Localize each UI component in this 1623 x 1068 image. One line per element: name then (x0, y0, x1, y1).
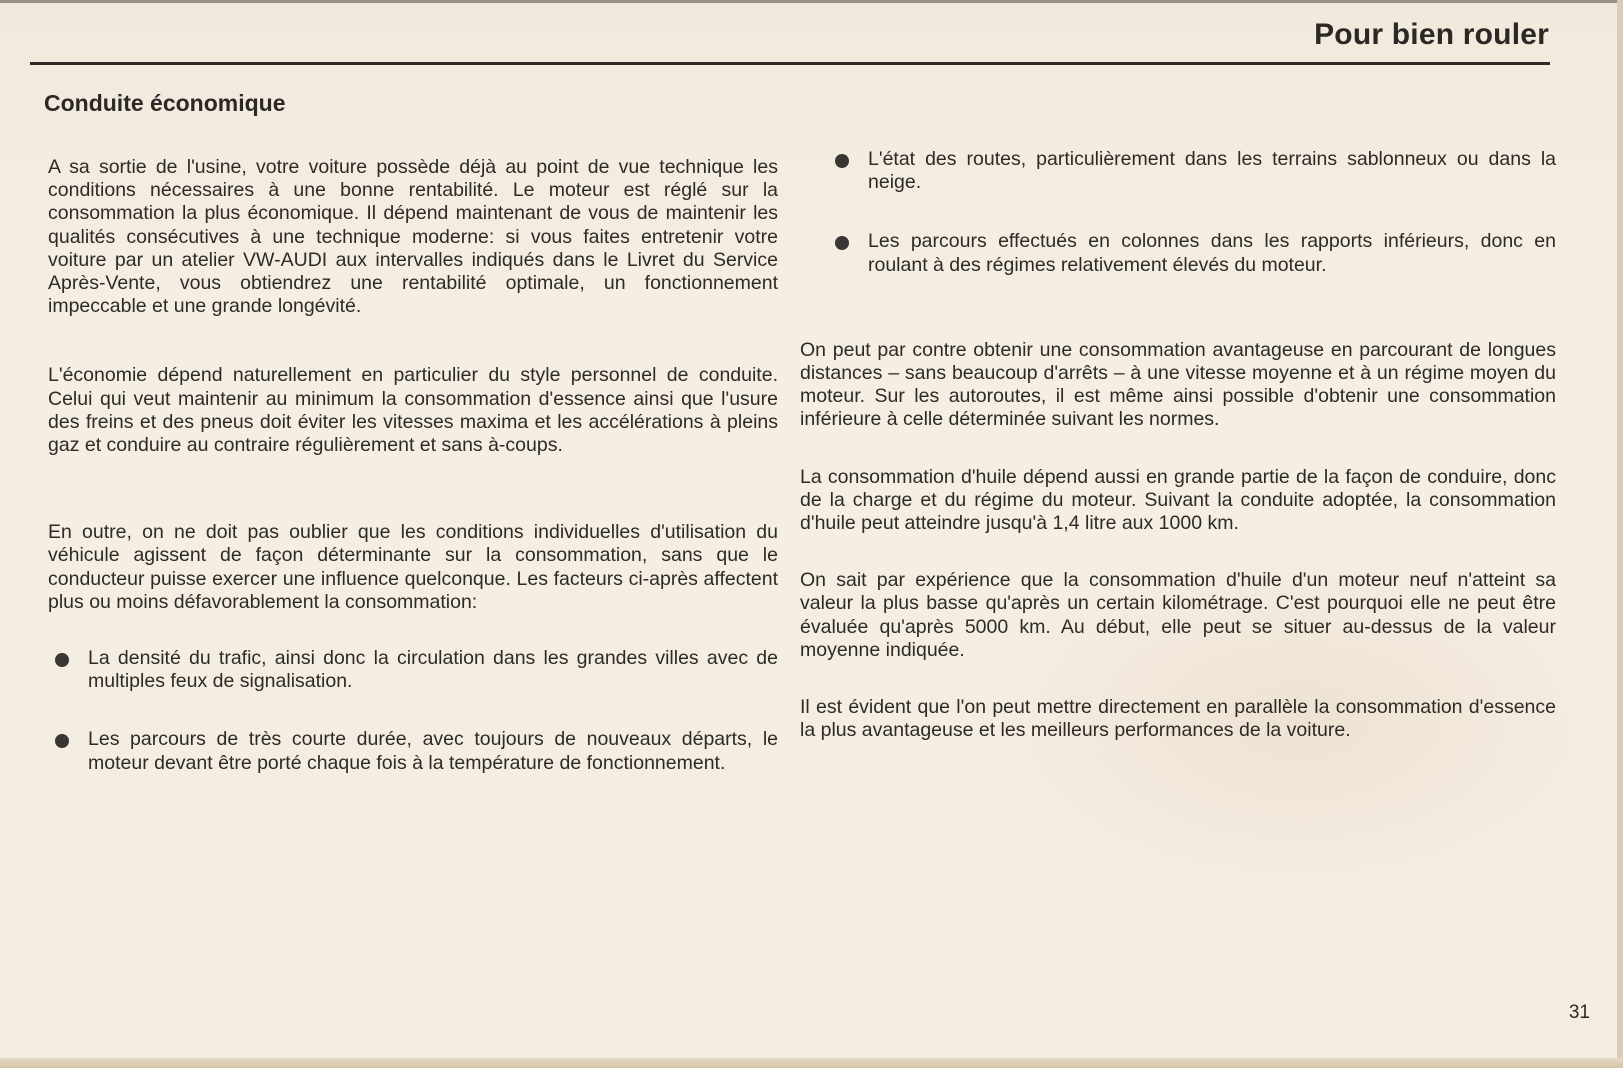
bullet-item-traffic (48, 647, 778, 693)
paragraph-intro: A sa sortie de l'usine, votre voiture possède déjà au point de vue technique les conditions nécessaires à une bonne rentabilité. Le moteur est réglé sur la consommation la plus économique. Il dépend maintenant de vous de maintenir les qualités consécutives à une technique moderne: si vous faites entretenir votre voiture par un atelier VW-AUDI aux intervalles indiqués dans le Livret du Service Après-Vente, vous obtiendrez une rentabilité optimale, un fonctionnement impeccable et une grande longévité. (48, 156, 778, 318)
bullet-dot-icon (55, 734, 69, 748)
running-header-title: Pour bien rouler (1314, 18, 1549, 51)
paragraph-oil-consumption: La consommation d'huile dépend aussi en grande partie de la façon de conduire, donc de la charge et du régime du moteur. Suivant la conduite adoptée, la consommation d'huile peut atteindre jusqu'à 1,4 litre aux 1000 km. (800, 465, 1556, 535)
paragraph-conditions: En outre, on ne doit pas oublier que les conditions individuelles d'utilisation du véhicule agissent de façon déterminante sur la consommation, sans que le conducteur puisse exercer une influence quelconque. Les facteurs ci-après affectent plus ou moins défavorablement la consommation: (48, 521, 778, 613)
bullet-dot-icon (835, 236, 849, 250)
header-rule (30, 62, 1550, 65)
paragraph-performance: Il est évident que l'on peut mettre directement en parallèle la consommation d'essence la plus avantageuse et les meilleurs performances de la voiture. (800, 696, 1556, 742)
bullet-item-short-trips (48, 728, 778, 774)
right-column (800, 148, 1556, 742)
bullet-item-convoy (828, 230, 1556, 276)
bullet-text: La densité du trafic, ainsi donc la circulation dans les grandes villes avec de multiples feux de signalisation. (88, 647, 778, 693)
page-bottom-edge (0, 1058, 1623, 1068)
section-title: Conduite économique (44, 90, 286, 116)
page-number: 31 (1568, 1002, 1590, 1023)
paragraph-driving-style: L'économie dépend naturellement en particulier du style personnel de conduite. Celui qui veut maintenir au minimum la consommation d'essence ainsi que l'usure des freins et des pneus doit éviter les vitesses maxima et les accélérations à pleins gaz et conduire au contraire régulièrement et sans à-coups. (48, 364, 778, 457)
page-top-edge (0, 0, 1623, 3)
bullet-text: Les parcours effectués en colonnes dans les rapports inférieurs, donc en roulant à des régimes relativement élevés du moteur. (868, 230, 1556, 276)
bullet-dot-icon (835, 154, 849, 168)
bullet-text: L'état des routes, particulièrement dans les terrains sablonneux ou dans la neige. (868, 148, 1556, 194)
paragraph-long-distance: On peut par contre obtenir une consommation avantageuse en parcourant de longues distances – sans beaucoup d'arrêts – à une vitesse moyenne et à un régime moyen du moteur. Sur les autoroutes, il est même ainsi possible d'obtenir une consommation inférieure à celle déterminée suivant les normes. (800, 338, 1556, 431)
page-right-edge (1617, 0, 1623, 1068)
paragraph-new-engine: On sait par expérience que la consommation d'huile d'un moteur neuf n'atteint sa valeur la plus basse qu'après un certain kilométrage. C'est pourquoi elle ne peut être évaluée qu'après 5000 km. Au début, elle peut se situer au-dessus de la valeur moyenne indiquée. (800, 569, 1556, 661)
bullet-dot-icon (55, 653, 69, 667)
left-column (48, 156, 778, 775)
bullet-item-road-state (828, 148, 1556, 194)
bullet-text: Les parcours de très courte durée, avec toujours de nouveaux départs, le moteur devant être porté chaque fois à la température de fonctionnement. (88, 728, 778, 774)
